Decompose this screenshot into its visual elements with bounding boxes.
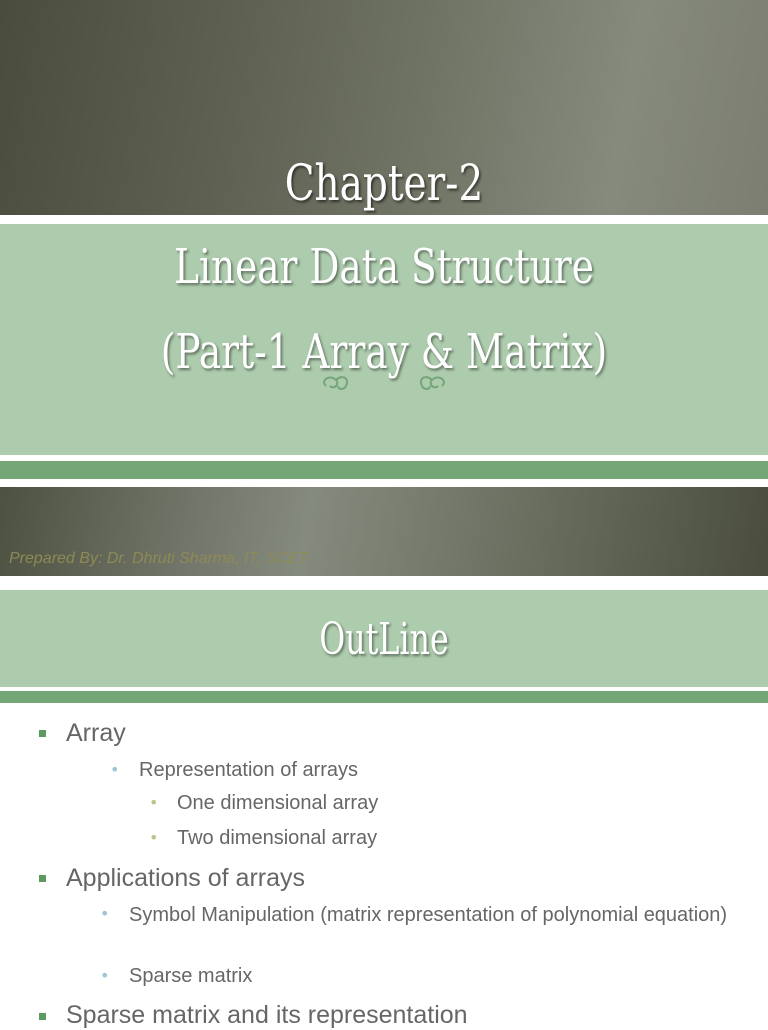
dot-bullet-icon: • xyxy=(149,828,159,847)
dot-bullet-icon: • xyxy=(149,793,159,812)
chapter-title: Chapter-2 xyxy=(284,154,484,212)
subtitle-line-1: Linear Data Structure xyxy=(174,239,594,295)
separator xyxy=(0,479,768,487)
ornament-icon xyxy=(0,368,768,398)
dot-bullet-icon: • xyxy=(100,966,110,985)
outline-item-level2: Symbol Manipulation (matrix representation of polynomial equation) xyxy=(129,904,728,926)
prepared-by-text: Prepared By: Dr. Dhruti Sharma, IT, SCET xyxy=(9,550,309,567)
square-bullet-icon xyxy=(39,730,46,737)
green-stripe xyxy=(0,691,768,703)
outline-item-level1: Array xyxy=(66,719,126,747)
outline-item-level2: Representation of arrays xyxy=(139,759,359,781)
dot-bullet-icon: • xyxy=(110,760,120,779)
square-bullet-icon xyxy=(39,1013,46,1020)
outline-item-level1: Applications of arrays xyxy=(66,864,306,892)
outline-item-level2: Sparse matrix xyxy=(129,965,253,987)
outline-item-level1: Sparse matrix and its representation xyxy=(66,1001,468,1029)
green-stripe xyxy=(0,461,768,479)
subtitle-line-2: (Part-1 Array & Matrix) xyxy=(160,324,608,380)
outline-item-level3: Two dimensional array xyxy=(177,827,378,849)
outline-title: OutLine xyxy=(319,614,449,665)
ornament-swirl-icon xyxy=(314,368,454,398)
slide-gap xyxy=(0,576,768,590)
dot-bullet-icon: • xyxy=(100,904,110,923)
square-bullet-icon xyxy=(39,875,46,882)
outline-item-level3: One dimensional array xyxy=(177,792,379,814)
